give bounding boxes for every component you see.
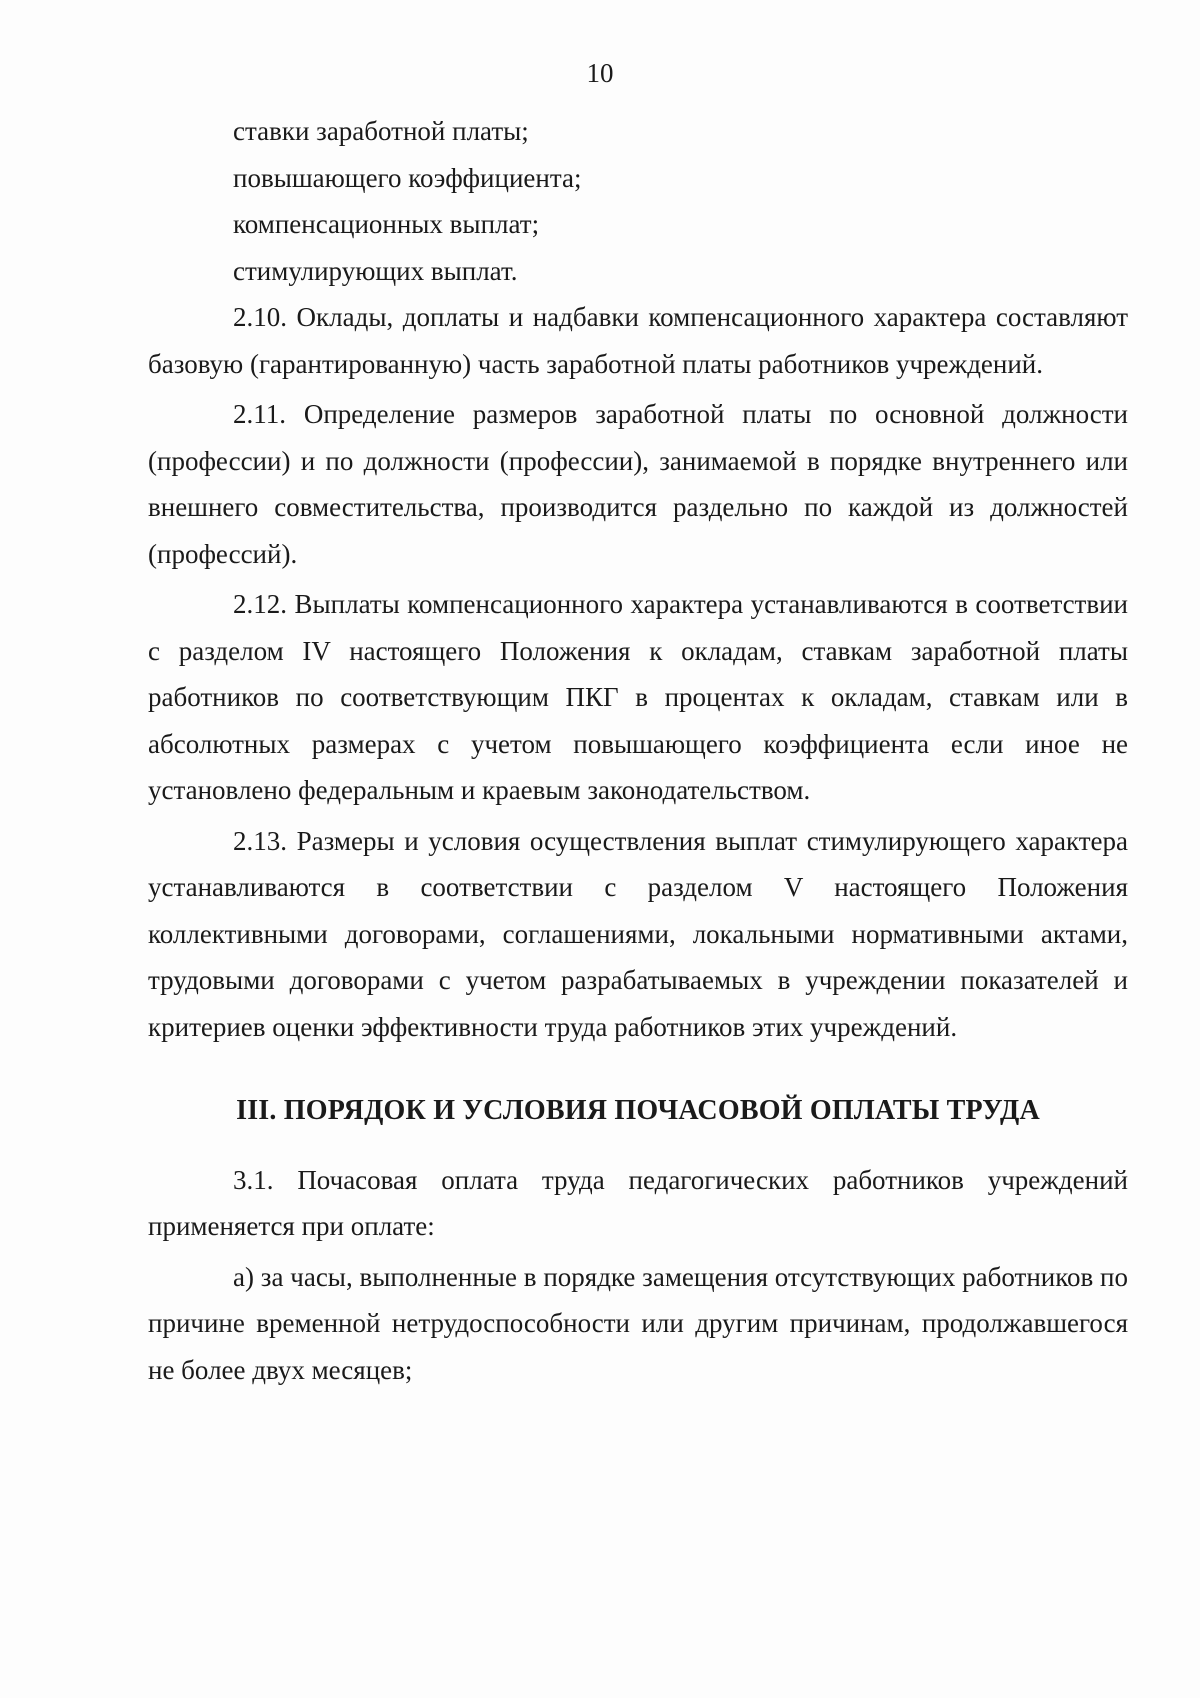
list-item: повышающего коэффициента; bbox=[233, 162, 582, 193]
document-body bbox=[148, 108, 1128, 1393]
paragraph-2-12: 2.12. Выплаты компенсационного характера устанавливаются в соответствии с разделом IV настоящего Положения к окладам, ставкам заработной платы работников по соответствующим ПКГ в процентах к окладам, ставкам или в абсолютных размерах с учетом повышающего коэффициента если иное не установлено федеральным и краевым законодательством. bbox=[148, 589, 1128, 805]
section-heading: III. ПОРЯДОК И УСЛОВИЯ ПОЧАСОВОЙ ОПЛАТЫ ТРУДА bbox=[236, 1095, 1040, 1126]
paragraph-2-10: 2.10. Оклады, доплаты и надбавки компенсационного характера составляют базовую (гарантированную) часть заработной платы работников учреждений. bbox=[148, 302, 1128, 379]
list-item: ставки заработной платы; bbox=[233, 116, 529, 146]
page-number: 10 bbox=[586, 58, 614, 88]
paragraph-3-1-a: а) за часы, выполненные в порядке замещения отсутствующих работников по причине временной нетрудоспособности или другим причинам, продолжавшегося не более двух месяцев; bbox=[148, 1261, 1128, 1385]
list-item: компенсационных выплат; bbox=[233, 209, 540, 239]
paragraph-3-1: 3.1. Почасовая оплата труда педагогических работников учреждений применяется при оплате: bbox=[148, 1164, 1128, 1241]
paragraph-2-11: 2.11. Определение размеров заработной платы по основной должности (профессии) и по должности (профессии), занимаемой в порядке внутреннего или внешнего совместительства, производится раздельно по каждой из должностей (профессий). bbox=[148, 399, 1128, 569]
paragraph-2-13: 2.13. Размеры и условия осуществления выплат стимулирующего характера устанавливаются в соответствии с разделом V настоящего Положения коллективными договорами, соглашениями, локальными нормативными актами, трудовыми договорами с учетом разрабатываемых в учреждении показателей и критериев оценки эффективности труда работников этих учреждений. bbox=[148, 825, 1128, 1042]
list-item: стимулирующих выплат. bbox=[233, 255, 518, 286]
